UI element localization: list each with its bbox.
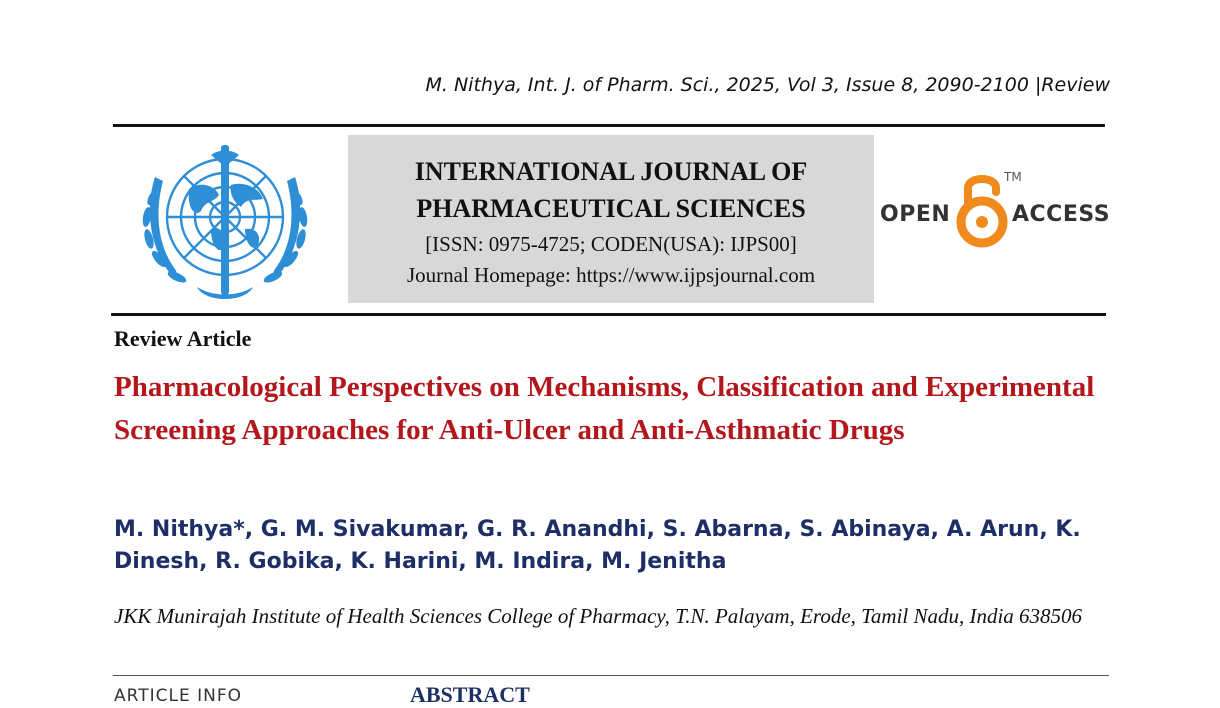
- open-access-lock-icon: [954, 168, 1010, 250]
- open-access-tm: TM: [1004, 170, 1022, 184]
- journal-masthead: [348, 135, 874, 303]
- bottom-rule: [113, 675, 1109, 676]
- article-title: Pharmacological Perspectives on Mechanisms, Classification and Experimental Screening Approaches for Anti-Ulcer and Anti-Asthmatic Drugs: [114, 371, 1095, 446]
- article-type: Review Article: [114, 326, 252, 351]
- top-rule: [113, 124, 1105, 127]
- journal-title-line-1: INTERNATIONAL JOURNAL OF: [414, 157, 808, 186]
- article-info-label: ARTICLE INFO: [114, 686, 242, 706]
- journal-title-line-2: PHARMACEUTICAL SCIENCES: [416, 194, 806, 223]
- un-emblem-icon: [127, 137, 324, 305]
- journal-issn: [ISSN: 0975-4725; CODEN(USA): IJPS00]: [425, 232, 797, 256]
- journal-homepage: Journal Homepage: https://www.ijpsjournal.com: [406, 263, 816, 287]
- citation-line: M. Nithya, Int. J. of Pharm. Sci., 2025, Vol 3, Issue 8, 2090-2100 |Review: [425, 74, 1110, 96]
- middle-rule: [111, 313, 1106, 316]
- article-authors: M. Nithya*, G. M. Sivakumar, G. R. Anandhi, S. Abarna, S. Abinaya, A. Arun, K. Dinesh, R. Gobika, K. Harini, M. Indira, M. Jenitha: [114, 517, 1081, 574]
- open-access-logo: [880, 168, 1111, 250]
- open-access-access-text: ACCESS: [1012, 202, 1111, 227]
- abstract-label: ABSTRACT: [410, 682, 530, 707]
- open-access-open-text: OPEN: [880, 202, 951, 227]
- article-affiliation: JKK Munirajah Institute of Health Sciences College of Pharmacy, T.N. Palayam, Erode, Tamil Nadu, India 638506: [114, 604, 1083, 628]
